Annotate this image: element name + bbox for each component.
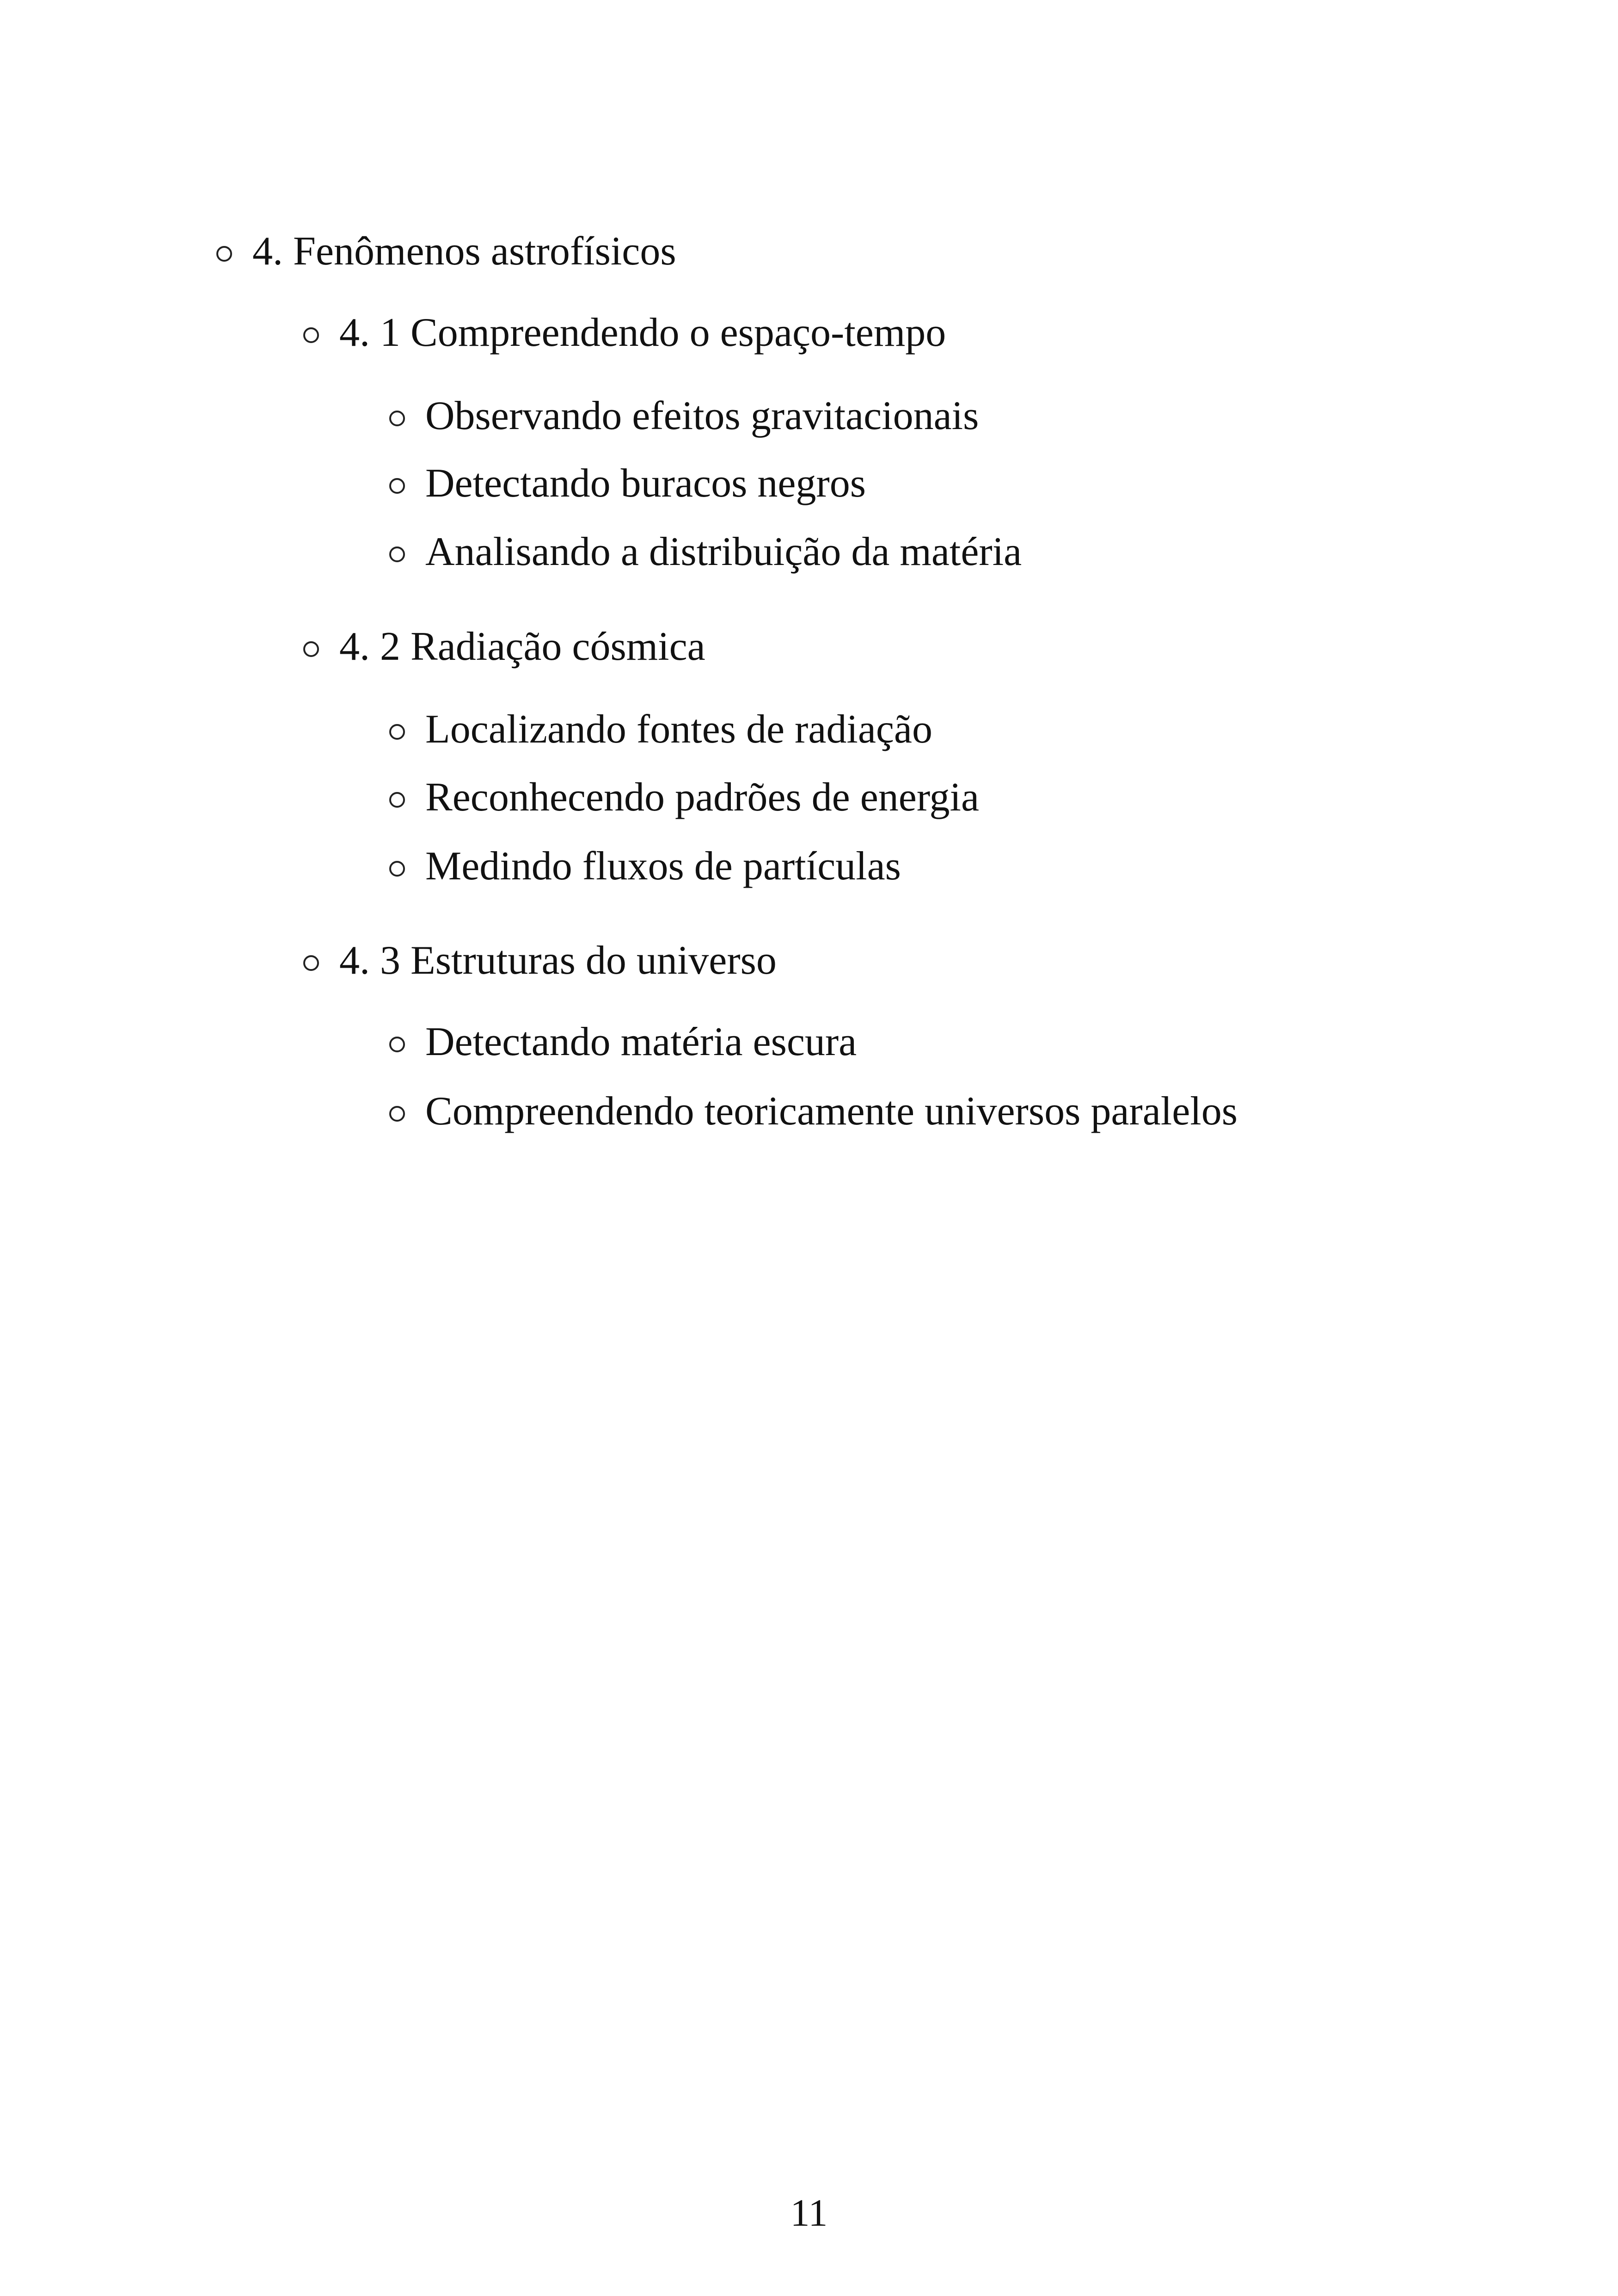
hollow-circle-bullet-icon — [389, 724, 405, 740]
item-label: Medindo fluxos de partículas — [425, 844, 901, 889]
outline-item — [389, 1091, 1238, 1132]
hollow-circle-bullet-icon — [389, 478, 405, 494]
hollow-circle-bullet-icon — [216, 246, 232, 262]
outline-item — [389, 777, 979, 818]
section-label: 4. Fenômenos astrofísicos — [252, 229, 676, 274]
outline-item — [389, 463, 866, 504]
hollow-circle-bullet-icon — [303, 327, 319, 343]
item-label: Detectando matéria escura — [425, 1019, 857, 1064]
item-label: Detectando buracos negros — [425, 461, 866, 506]
item-label: Compreendendo teoricamente universos paralelos — [425, 1089, 1238, 1134]
outline-subsection — [303, 626, 705, 667]
outline-item — [389, 393, 979, 438]
item-label: Localizando fontes de radiação — [425, 707, 932, 752]
hollow-circle-bullet-icon — [389, 1106, 405, 1122]
hollow-circle-bullet-icon — [303, 641, 319, 657]
outline-item — [389, 709, 932, 750]
outline-item — [389, 529, 1022, 574]
hollow-circle-bullet-icon — [389, 861, 405, 877]
outline-section — [216, 231, 676, 272]
page-number: 11 — [790, 2192, 828, 2235]
subsection-label: 4. 1 Compreendendo o espaço-tempo — [339, 310, 946, 355]
hollow-circle-bullet-icon — [389, 411, 405, 426]
hollow-circle-bullet-icon — [389, 1037, 405, 1052]
item-label: Reconhecendo padrões de energia — [425, 775, 980, 820]
hollow-circle-bullet-icon — [389, 792, 405, 808]
hollow-circle-bullet-icon — [303, 955, 319, 971]
subsection-label: 4. 3 Estruturas do universo — [339, 938, 777, 983]
outline-subsection — [303, 310, 946, 355]
subsection-label: 4. 2 Radiação cósmica — [339, 624, 705, 669]
item-label: Observando efeitos gravitacionais — [425, 393, 979, 438]
item-label: Analisando a distribuição da matéria — [425, 529, 1022, 574]
outline-subsection — [303, 940, 777, 981]
outline-item — [389, 1019, 857, 1064]
hollow-circle-bullet-icon — [389, 546, 405, 562]
outline-item — [389, 846, 901, 887]
